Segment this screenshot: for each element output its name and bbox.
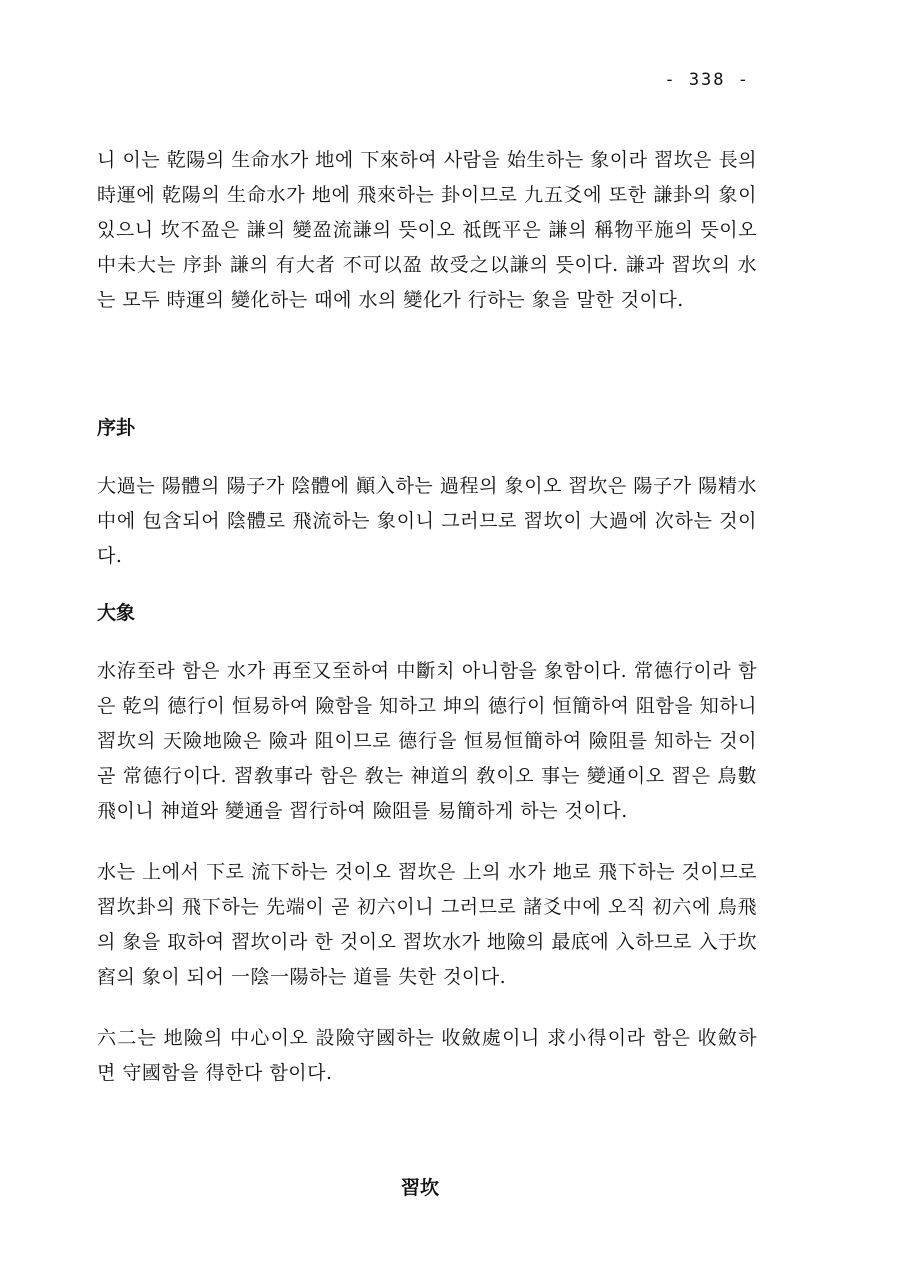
document-body	[97, 143, 757, 1091]
page-number: - 338 -	[664, 70, 750, 90]
daesang-paragraph-1: 水洊至라 함은 水가 再至又至하여 中斷치 아니함을 象함이다. 常德行이라 함은 乾의 德行이 恒易하여 險함을 知하고 坤의 德行이 恒簡하여 阻함을 知하니 習坎의 天險地險은 險과 阻이므로 德行을 恒易恒簡하여 險阻를 知하는 것이 곧 常德行이다. 習敎事라 함은 敎는 神道의 敎이오 事는 變通이오 習은 鳥數飛이니 神道와 變通을 習行하여 險阻를 易簡하게 하는 것이다.	[97, 660, 757, 822]
daesang-paragraph-2: 水는 上에서 下로 流下하는 것이오 習坎은 上의 水가 地로 飛下하는 것이므로 習坎卦의 飛下하는 先端이 곧 初六이니 그러므로 諸爻中에 오직 初六에 鳥飛의 象을 取하여 習坎이라 한 것이오 習坎水가 地險의 最底에 入하므로 入于坎窞의 象이 되어 一陰一陽하는 道를 失한 것이다.	[97, 861, 757, 988]
intro-paragraph: 니 이는 乾陽의 生命水가 地에 下來하여 사람을 始生하는 象이라 習坎은 長의 時運에 乾陽의 生命水가 地에 飛來하는 卦이므로 九五爻에 또한 謙卦의 象이 있으니 坎不盈은 謙의 變盈流謙의 뜻이오 祗旣平은 謙의 稱物平施의 뜻이오 中未大는 序卦 謙의 有大者 不可以盈 故受之以謙의 뜻이다. 謙과 習坎의 水는 모두 時運의 變化하는 때에 水의 變化가 行하는 象을 말한 것이다.	[97, 149, 757, 311]
seogwae-paragraph: 大過는 陽體의 陽子가 陰體에 顚入하는 過程의 象이오 習坎은 陽子가 陽精水中에 包含되어 陰體로 飛流하는 象이니 그러므로 習坎이 大過에 次하는 것이다.	[97, 475, 757, 567]
footer-title: 習坎	[400, 1177, 439, 1199]
daesang-paragraph-3: 六二는 地險의 中心이오 設險守國하는 收斂處이니 求小得이라 함은 收斂하면 守國함을 得한다 함이다.	[97, 1027, 757, 1084]
section-heading-seogwae: 序卦	[97, 417, 136, 439]
section-heading-daesang: 大象	[97, 602, 136, 624]
